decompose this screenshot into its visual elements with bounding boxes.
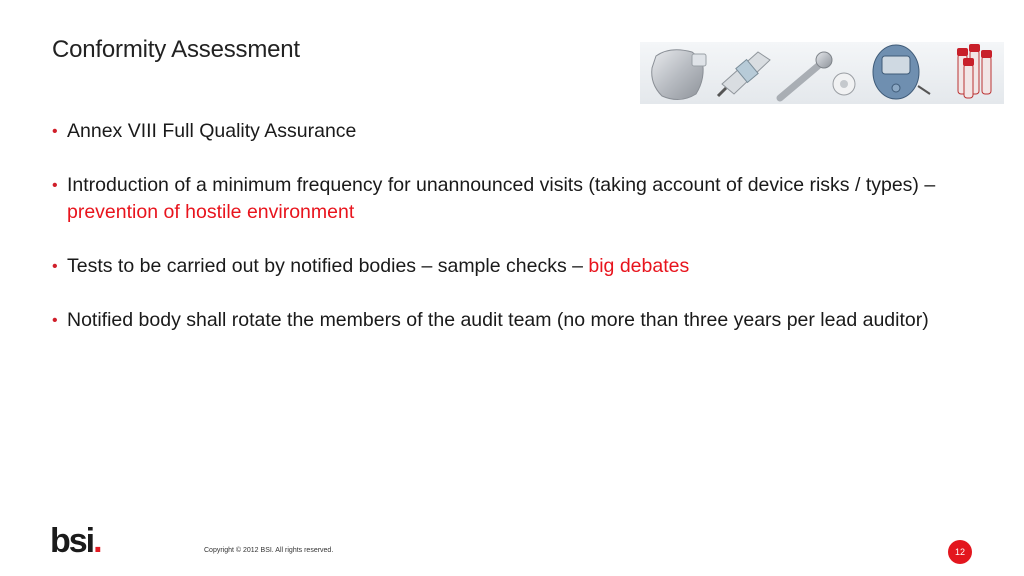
bullet-text: Annex VIII Full Quality Assurance — [67, 120, 357, 142]
bullet-marker: • — [52, 312, 58, 329]
hearing-device-icon — [833, 73, 855, 95]
bullet-item — [52, 172, 972, 226]
page-number-badge: 12 — [948, 540, 972, 564]
bullet-marker: • — [52, 123, 58, 140]
bullet-marker: • — [52, 177, 58, 194]
bullet-list — [52, 118, 972, 361]
slide-title: Conformity Assessment — [52, 36, 300, 63]
bsi-logo — [50, 521, 101, 561]
bullet-text: Introduction of a minimum frequency for unannounced visits (taking account of device risks / types) – — [67, 174, 936, 196]
bullet-marker: • — [52, 258, 58, 275]
bullet-item — [52, 307, 972, 334]
copyright-notice: Copyright © 2012 BSI. All rights reserved. — [204, 547, 334, 554]
bullet-text: Notified body shall rotate the members of the audit team (no more than three years per lead auditor) — [67, 309, 929, 331]
blood-sample-tubes-icon — [957, 44, 992, 98]
bullet-highlight: big debates — [588, 255, 690, 277]
logo-dot: . — [93, 522, 101, 560]
bullet-item — [52, 253, 972, 280]
medical-devices-image — [640, 38, 1004, 106]
bullet-text: Tests to be carried out by notified bodies – sample checks – — [67, 255, 589, 277]
logo-text: bsi — [50, 522, 94, 560]
bullet-item — [52, 118, 972, 145]
bullet-highlight: prevention of hostile environment — [67, 201, 355, 223]
